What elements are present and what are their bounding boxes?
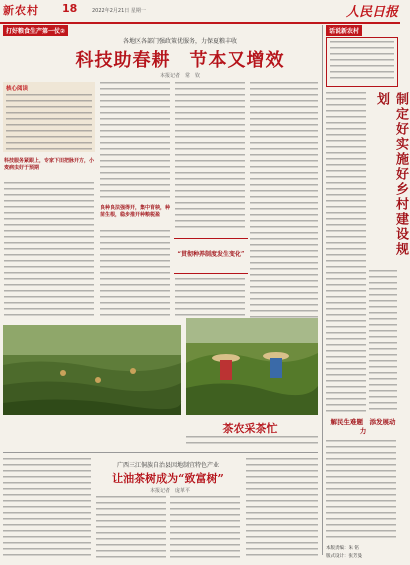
right-column-tag: 话说新农村 [326, 25, 362, 36]
tea-field-illustration [3, 325, 181, 415]
tea-picker-illustration [186, 318, 318, 415]
newspaper-logo: 人民日报 [346, 5, 399, 20]
right-body-3 [326, 440, 396, 540]
bottom-body-3 [170, 496, 240, 558]
tea-field-photo-left [3, 325, 181, 415]
photo-caption-text [186, 436, 318, 448]
right-bottom-title: 解民生难题 添发展动力 [330, 418, 396, 435]
body-column-5 [175, 278, 245, 320]
quote-box [174, 238, 248, 274]
tea-picker-photo-right [186, 318, 318, 415]
quote-text: “贯彻种养制度发生变化” [177, 251, 245, 258]
right-intro-box [326, 37, 398, 87]
bottom-body-1 [3, 458, 91, 558]
lead-kicker: 各地区各部门强政策优服务，力保夏粮丰收 [122, 38, 237, 45]
right-body-2 [369, 270, 397, 412]
lead-headline: 科技助春耕 节本又增效 [75, 50, 285, 71]
bottom-headline: 让油茶树成为“致富树” [112, 472, 224, 485]
body-column-3 [100, 230, 170, 320]
bottom-divider [3, 452, 318, 453]
section-name: 新农村 [3, 4, 39, 17]
core-reading-box [3, 82, 95, 152]
subhead-good-seeds: 良种良法强得开，集中育秧，种苗生根，稳步推开种粮税盈 [100, 205, 171, 218]
date-line: 2022年2月21日 星期一 [92, 8, 146, 14]
body-column-4 [175, 82, 245, 232]
lead-byline: 本报记者 常 钦 [159, 73, 200, 79]
core-reading-label: 核心阅读 [6, 86, 29, 92]
column-divider [322, 25, 323, 555]
footer-design: 版式设计：张芳曼 [326, 554, 362, 559]
bottom-body-2 [96, 496, 166, 558]
right-vertical-title: 制定好实施好乡村建设规划 [374, 92, 408, 257]
column-tag: 打好粮食生产第一仗② [3, 25, 68, 36]
bottom-byline: 本报记者 庞革平 [149, 488, 190, 494]
page-number: 18 [62, 2, 78, 15]
masthead [0, 0, 400, 24]
right-intro-text [330, 41, 394, 81]
core-reading-text [6, 94, 92, 150]
footer-editor: 本版责编：朱 铭 [326, 546, 359, 551]
bottom-kicker: 广西三江侗族自治县因地制宜特色产业 [116, 462, 219, 469]
subhead-tech-service: 科技服务紧跟上，专家下田把脉开方，小麦病虫好于预期 [4, 158, 95, 171]
body-column-2 [100, 82, 170, 202]
body-column-6 [250, 82, 318, 320]
bottom-body-4 [246, 458, 318, 558]
right-body-1 [326, 92, 366, 412]
photo-caption-title: 茶农采茶忙 [222, 422, 278, 435]
body-column-1 [4, 182, 94, 320]
